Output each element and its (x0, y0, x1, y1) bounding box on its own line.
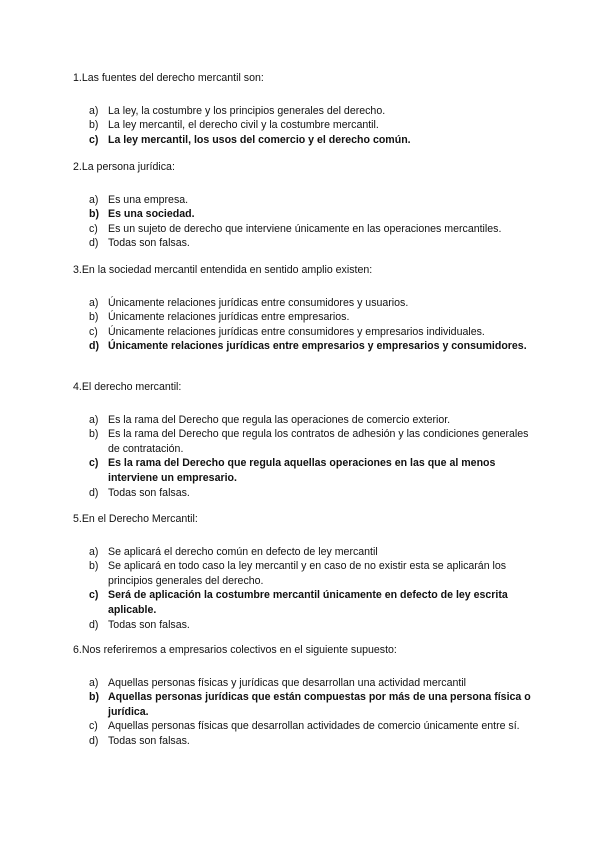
option-a (73, 413, 533, 428)
question-6 (73, 643, 533, 749)
option-letter: b) (89, 208, 99, 221)
option-letter: b) (89, 560, 99, 573)
option-letter: a) (89, 104, 99, 117)
option-letter: d) (89, 486, 99, 499)
option-letter: a) (89, 193, 99, 206)
question-2 (73, 160, 533, 251)
option-text: Es la rama del Derecho que regula aquellas operaciones en las que al menos interviene un empresario. (108, 457, 496, 484)
option-letter: d) (89, 618, 99, 631)
option-letter: b) (89, 428, 99, 441)
question-title: 2.La persona jurídica: (73, 161, 175, 173)
options-list (73, 193, 533, 251)
option-letter: c) (89, 457, 99, 470)
option-letter: c) (89, 222, 98, 235)
option-text: Es una empresa. (108, 193, 189, 206)
option-text: Todas son falsas. (108, 618, 190, 631)
option-a (73, 545, 533, 560)
option-text: Es un sujeto de derecho que interviene únicamente en las operaciones mercantiles. (108, 222, 502, 235)
option-letter: c) (89, 133, 99, 146)
options-list (73, 413, 533, 501)
options-list (73, 104, 533, 148)
option-letter: a) (89, 545, 99, 558)
option-d-correct (73, 339, 533, 354)
option-letter: a) (89, 413, 99, 426)
options-list (73, 545, 533, 633)
option-letter: d) (89, 340, 99, 353)
option-c (73, 222, 533, 237)
option-text: Es la rama del Derecho que regula las operaciones de comercio exterior. (108, 413, 451, 426)
option-a (73, 104, 533, 119)
option-text: Únicamente relaciones jurídicas entre empresarios y empresarios y consumidores. (108, 340, 527, 353)
option-d (73, 236, 533, 251)
question-1 (73, 71, 533, 147)
option-letter: c) (89, 325, 98, 338)
option-d (73, 734, 533, 749)
option-d (73, 618, 533, 633)
option-b (73, 427, 533, 456)
option-c-correct (73, 456, 533, 485)
options-list (73, 296, 533, 354)
question-5 (73, 512, 533, 632)
option-text: La ley, la costumbre y los principios generales del derecho. (108, 104, 386, 117)
option-text: Todas son falsas. (108, 734, 190, 747)
option-text: Se aplicará en todo caso la ley mercantil y en caso de no existir esta se aplicarán los principios generales del derecho. (108, 560, 507, 587)
option-text: Todas son falsas. (108, 237, 190, 250)
option-b (73, 310, 533, 325)
option-text: La ley mercantil, los usos del comercio y el derecho común. (108, 133, 411, 146)
option-letter: d) (89, 237, 99, 250)
option-d (73, 486, 533, 501)
options-list (73, 676, 533, 749)
option-text: Aquellas personas físicas y jurídicas que desarrollan una actividad mercantil (108, 676, 467, 689)
option-text: Será de aplicación la costumbre mercantil únicamente en defecto de ley escrita aplicable. (108, 589, 508, 616)
option-letter: c) (89, 589, 99, 602)
option-b-correct (73, 690, 533, 719)
option-text: Únicamente relaciones jurídicas entre consumidores y usuarios. (108, 296, 409, 309)
option-letter: a) (89, 676, 99, 689)
option-text: Es la rama del Derecho que regula los contratos de adhesión y las condiciones generales de contratación. (108, 428, 529, 455)
option-letter: d) (89, 734, 99, 747)
option-letter: a) (89, 296, 99, 309)
option-b-correct (73, 207, 533, 222)
option-letter: b) (89, 691, 99, 704)
question-title: 4.El derecho mercantil: (73, 381, 182, 393)
question-3 (73, 263, 533, 354)
option-a (73, 296, 533, 311)
option-text: Únicamente relaciones jurídicas entre consumidores y empresarios individuales. (108, 325, 485, 338)
option-text: Únicamente relaciones jurídicas entre empresarios. (108, 311, 350, 324)
option-c-correct (73, 133, 533, 148)
option-c-correct (73, 588, 533, 617)
question-title: 6.Nos referiremos a empresarios colectivos en el siguiente supuesto: (73, 644, 397, 656)
question-4 (73, 380, 533, 500)
option-text: Aquellas personas físicas que desarrollan actividades de comercio únicamente entre sí. (108, 720, 520, 733)
question-title: 1.Las fuentes del derecho mercantil son: (73, 72, 264, 84)
question-title: 5.En el Derecho Mercantil: (73, 513, 198, 525)
option-b (73, 559, 533, 588)
option-text: Todas son falsas. (108, 486, 190, 499)
option-letter: c) (89, 720, 98, 733)
option-text: Aquellas personas jurídicas que están compuestas por más de una persona física o jurídica. (108, 691, 531, 718)
option-b (73, 118, 533, 133)
option-letter: b) (89, 119, 99, 132)
question-title: 3.En la sociedad mercantil entendida en sentido amplio existen: (73, 264, 373, 276)
option-c (73, 325, 533, 340)
option-text: La ley mercantil, el derecho civil y la costumbre mercantil. (108, 119, 379, 132)
option-a (73, 193, 533, 208)
option-a (73, 676, 533, 691)
option-letter: b) (89, 311, 99, 324)
option-text: Se aplicará el derecho común en defecto de ley mercantil (108, 545, 378, 558)
option-text: Es una sociedad. (108, 208, 195, 221)
option-c (73, 719, 533, 734)
